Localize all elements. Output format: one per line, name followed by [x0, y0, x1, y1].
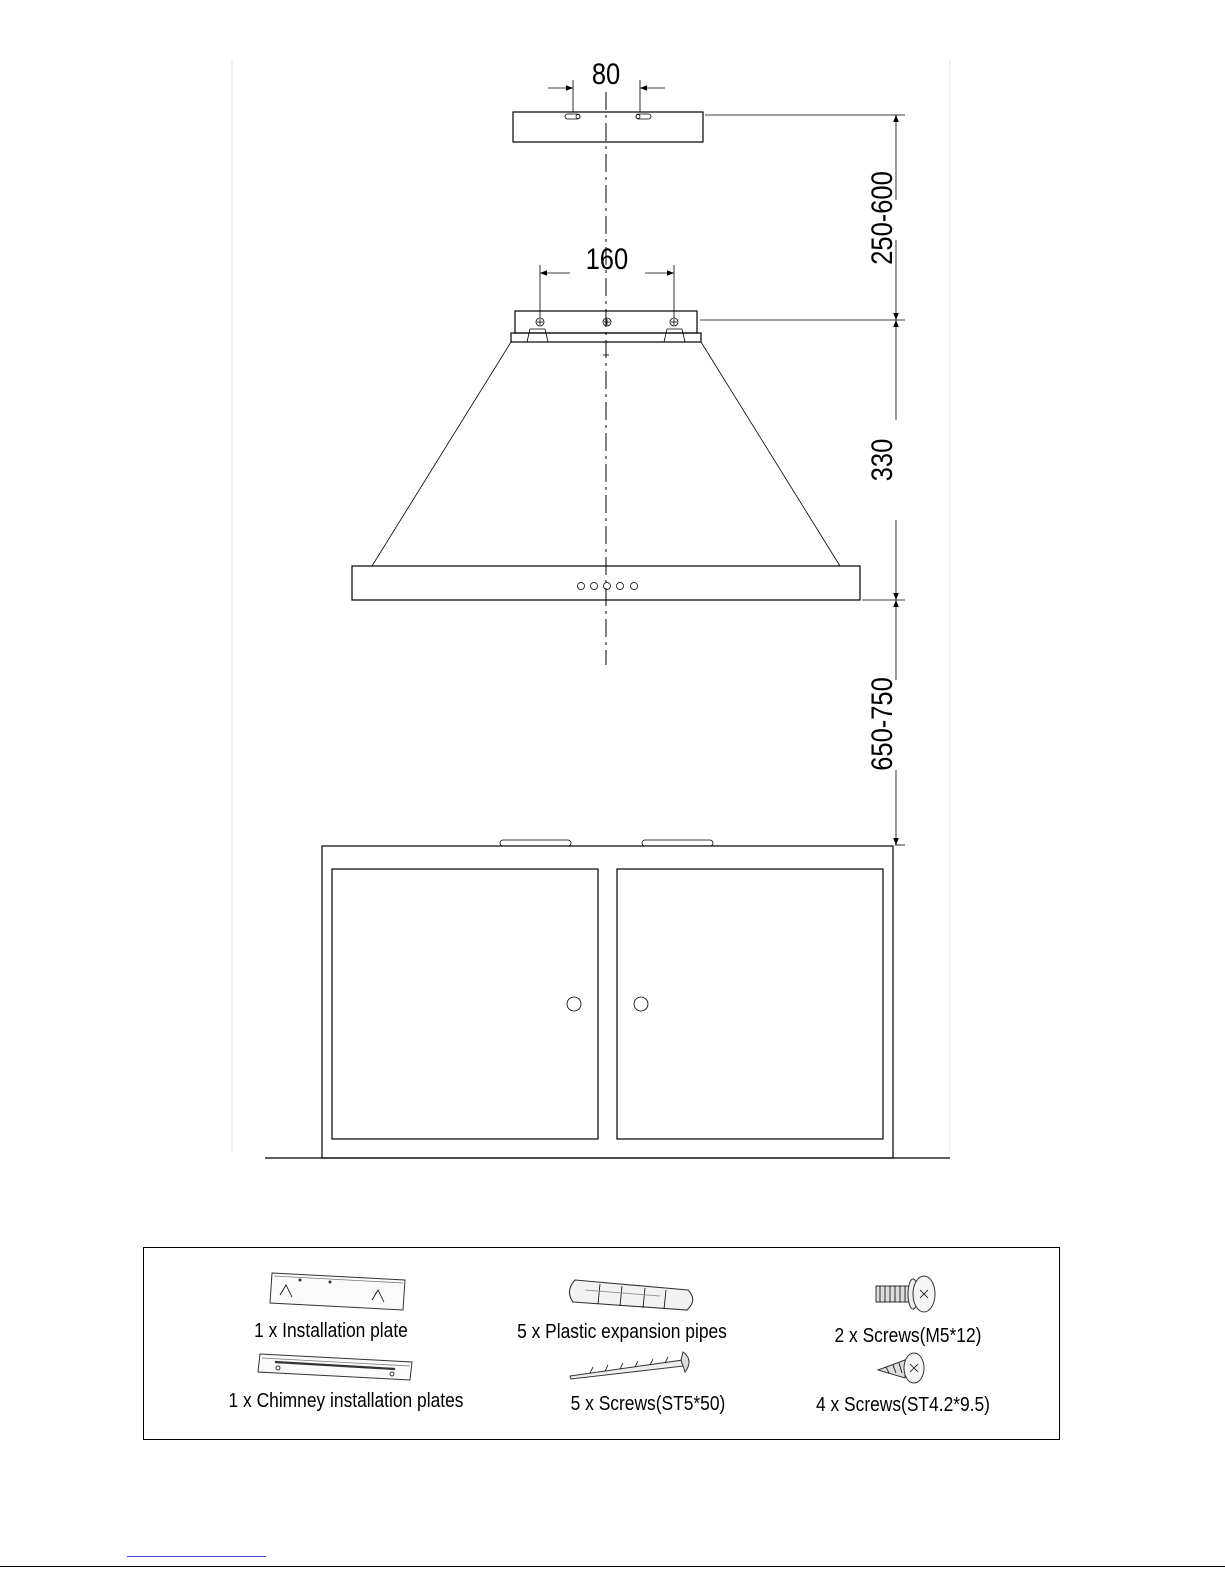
vertical-dimensions — [700, 115, 905, 845]
footer-rule — [0, 1566, 1225, 1567]
part-label-installation-plate: 1 x Installation plate — [254, 1318, 408, 1342]
footer-link-underline — [127, 1556, 266, 1557]
dimension-80-label: 80 — [591, 57, 621, 91]
dimension-650-750-label: 650-750 — [865, 677, 899, 771]
parts-list-box — [143, 1247, 1060, 1440]
part-label-chimney-plates: 1 x Chimney installation plates — [228, 1388, 464, 1412]
part-label-tapping-screws: 4 x Screws(ST4.2*9.5) — [816, 1392, 990, 1416]
dimension-160 — [540, 242, 674, 318]
cabinet — [265, 840, 950, 1158]
dimension-250-600-label: 250-600 — [865, 171, 899, 265]
ceiling-bracket — [513, 112, 703, 142]
part-label-expansion-pipes: 5 x Plastic expansion pipes — [517, 1319, 727, 1343]
dimension-330-label: 330 — [865, 438, 899, 482]
part-label-machine-screws: 2 x Screws(M5*12) — [834, 1323, 982, 1347]
dimension-160-label: 160 — [585, 242, 629, 276]
part-label-long-screws: 5 x Screws(ST5*50) — [570, 1391, 726, 1415]
